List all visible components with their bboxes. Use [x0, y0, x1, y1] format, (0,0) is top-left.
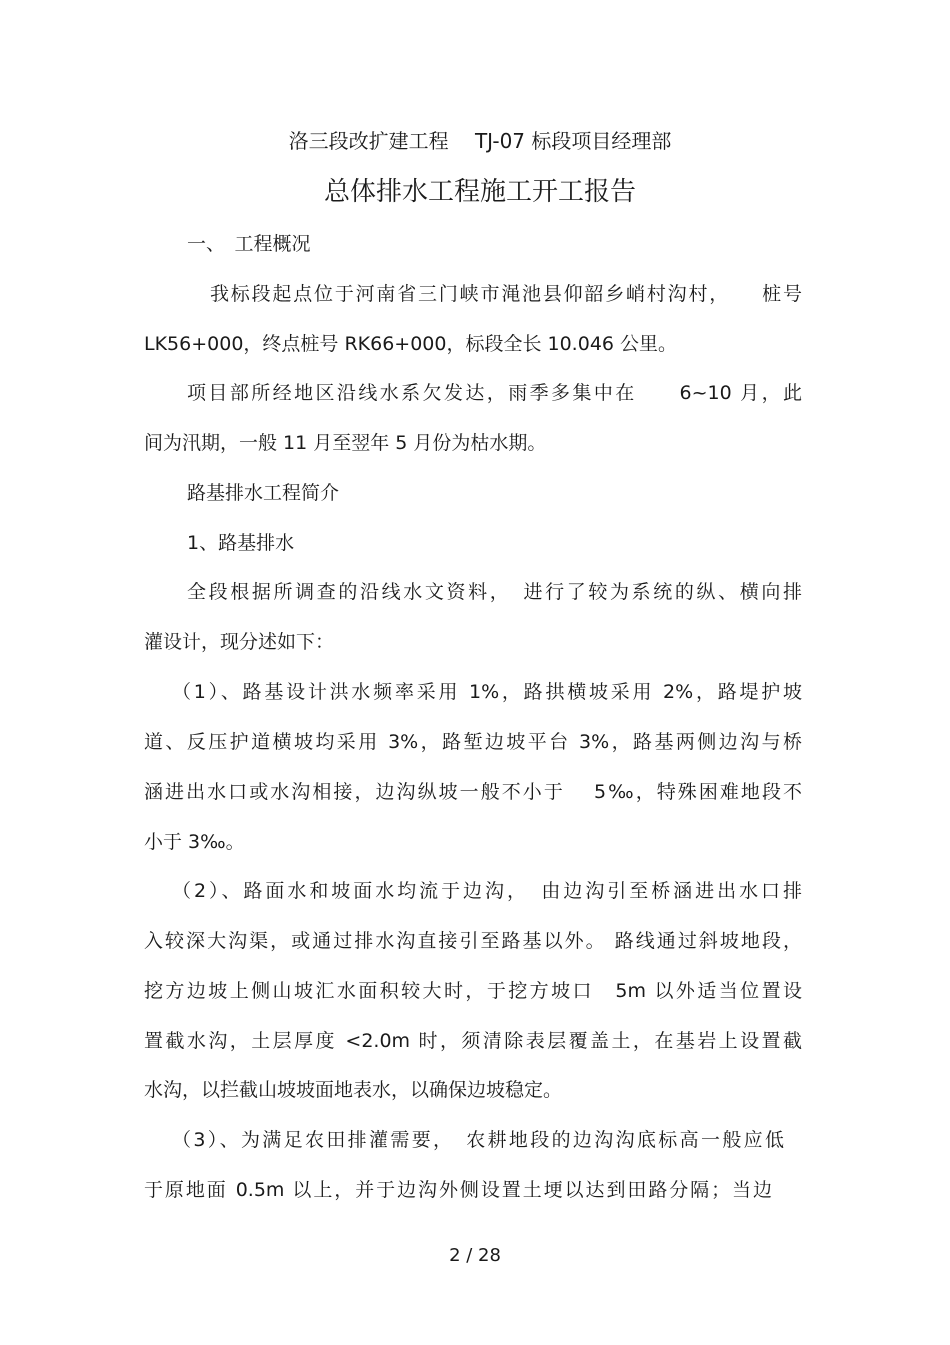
subsection-heading-drainage: 路基排水工程简介 [187, 482, 340, 504]
page-number: 2 / 28 [449, 1245, 501, 1266]
paragraph-3-line-1: 全段根据所调查的沿线水文资料， 进行了较为系统的纵、横向排 [187, 581, 802, 603]
item-heading-roadbed-drainage: 1、路基排水 [187, 532, 295, 554]
section-heading-overview: 一、 工程概况 [187, 233, 311, 255]
item-2-line-1: （2）、路面水和坡面水均流于边沟， 由边沟引至桥涵进出水口排 [172, 880, 802, 902]
item-3-line-2: 于原地面 0.5m 以上，并于边沟外侧设置土埂以达到田路分隔；当边 [144, 1179, 772, 1201]
item-2-line-2: 入较深大沟渠，或通过排水沟直接引至路基以外。 路线通过斜坡地段， [144, 930, 802, 952]
paragraph-2-line-1: 项目部所经地区沿线水系欠发达，雨季多集中在 6~10 月，此 [187, 382, 802, 404]
item-2-line-3: 挖方边坡上侧山坡汇水面积较大时，于挖方坡口 5m 以外适当位置设 [144, 980, 802, 1002]
report-title: 总体排水工程施工开工报告 [323, 177, 636, 207]
item-2-line-5: 水沟，以拦截山坡坡面地表水，以确保边坡稳定。 [144, 1079, 563, 1101]
item-1-line-4: 小于 3‰。 [144, 831, 245, 853]
paragraph-1-line-2: LK56+000，终点桩号 RK66+000，标段全长 10.046 公里。 [144, 333, 678, 355]
item-1-line-3: 涵进出水口或水沟相接，边沟纵坡一般不小于 5‰，特殊困难地段不 [144, 781, 802, 803]
item-2-line-4: 置截水沟，土层厚度 <2.0m 时，须清除表层覆盖土，在基岩上设置截 [144, 1030, 802, 1052]
paragraph-1-line-1: 我标段起点位于河南省三门峡市渑池县仰韶乡峭村沟村， 桩号 [210, 283, 802, 305]
item-1-line-2: 道、反压护道横坡均采用 3%，路堑边坡平台 3%，路基两侧边沟与桥 [144, 731, 802, 753]
item-3-line-1: （3）、为满足农田排灌需要， 农耕地段的边沟沟底标高一般应低 [172, 1129, 784, 1151]
item-1-line-1: （1）、路基设计洪水频率采用 1%，路拱横坡采用 2%，路堤护坡 [172, 681, 802, 703]
paragraph-3-line-2: 灌设计，现分述如下： [144, 631, 335, 653]
organization-line: 洛三段改扩建工程 TJ-07 标段项目经理部 [288, 129, 672, 153]
paragraph-2-line-2: 间为汛期，一般 11 月至翌年 5 月份为枯水期。 [144, 432, 547, 454]
